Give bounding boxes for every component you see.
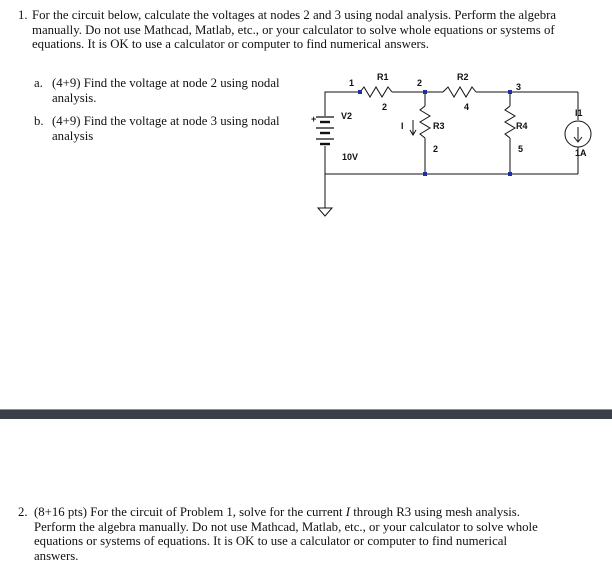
problem-2-number: 2. (18, 505, 28, 519)
r2-name: R2 (457, 72, 469, 82)
r4-name: R4 (516, 121, 528, 131)
r1-resistor (360, 87, 392, 97)
ground-icon (318, 208, 332, 216)
r3-resistor (420, 106, 430, 138)
node-1-label: 1 (349, 78, 355, 88)
r4-resistor (505, 106, 515, 138)
problem-1-part-b (34, 114, 289, 143)
node-dot (423, 172, 427, 176)
problem-1-text: For the circuit below, calculate the voltages at nodes 2 and 3 using nodal analysis. Perform the algebra manually. Do not use Mathcad, Matlab, etc., or your calculator to solve whole equations or systems of equations. It is OK to use a calculator or computer to find numerical answers. (32, 8, 557, 52)
r2-resistor (443, 87, 476, 97)
node-dot (423, 90, 427, 94)
plus-sign: + (311, 114, 317, 124)
part-b-label: b. (34, 114, 44, 128)
problem-2-current-var: I (345, 505, 351, 519)
i1-value: 1A (575, 148, 587, 158)
problem-2-text-after: through R3 using mesh analysis. Perform the algebra manually. Do not use Mathcad, Matlab, etc., or your calculator to solve whole equations or systems of equations. It is OK to use a calculator or computer to find numerical answers. (34, 505, 538, 563)
problem-1-part-a (34, 76, 289, 105)
node-dot (358, 90, 362, 94)
r1-name: R1 (377, 72, 389, 82)
node-dot (508, 90, 512, 94)
problem-2-text (34, 505, 543, 563)
r2-value: 4 (464, 102, 470, 112)
r3-value: 2 (433, 144, 439, 154)
v2-name: V2 (341, 111, 353, 121)
i1-name: I1 (575, 108, 583, 118)
r3-current-label: I (401, 121, 404, 131)
r3-name: R3 (433, 121, 445, 131)
r1-value: 2 (382, 102, 388, 112)
section-divider (0, 409, 612, 419)
problem-2-text-before: (8+16 pts) For the circuit of Problem 1, solve for the current (34, 505, 346, 519)
part-b-text: (4+9) Find the voltage at node 3 using nodal analysis (52, 114, 280, 143)
node-dot (508, 172, 512, 176)
node-3-label: 3 (516, 82, 522, 92)
part-a-label: a. (34, 76, 43, 90)
problem-2 (18, 505, 543, 563)
part-a-text: (4+9) Find the voltage at node 2 using nodal analysis. (52, 76, 280, 105)
node-2-label: 2 (417, 78, 423, 88)
r4-value: 5 (518, 144, 524, 154)
v2-value: 10V (342, 152, 359, 162)
problem-1-number: 1. (18, 8, 28, 22)
circuit-diagram (300, 66, 600, 226)
problem-1 (18, 8, 563, 52)
